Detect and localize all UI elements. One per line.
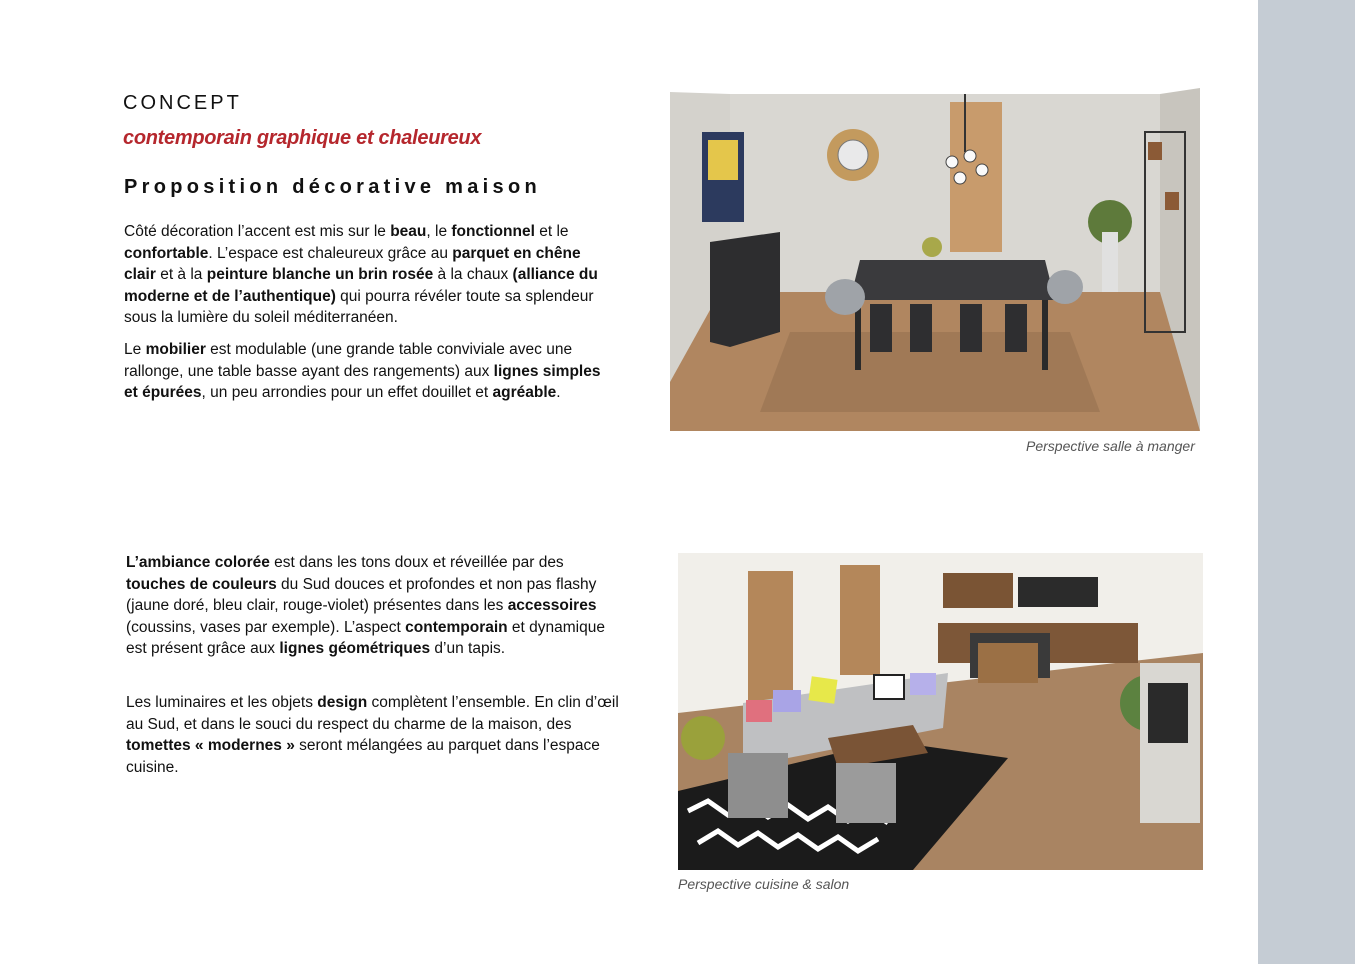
emphasis-text: contemporain <box>405 618 508 636</box>
body-text: seront mélangées au parquet dans l’espace cuisine. <box>126 737 600 776</box>
concept-subtitle: contemporain graphique et chaleureux <box>123 127 482 149</box>
emphasis-text: (alliance du moderne et de l’authentique) <box>124 266 598 305</box>
body-text: à la chaux <box>433 266 513 284</box>
dining-caption: Perspective salle à manger <box>1026 438 1195 454</box>
body-text: , un peu arrondies pour un effet douillet et <box>201 384 493 402</box>
kitchen-living-perspective-image <box>678 553 1203 870</box>
body-text: Les luminaires et les objets <box>126 694 318 711</box>
paragraph-decoration <box>124 221 614 329</box>
body-text: , le <box>426 223 452 240</box>
emphasis-text: lignes simples et épurées <box>124 362 601 402</box>
body-text: et à la <box>155 266 207 284</box>
emphasis-text: L’ambiance colorée <box>126 554 270 571</box>
body-text: d’un tapis. <box>430 640 506 658</box>
emphasis-text: lignes géométriques <box>279 640 431 658</box>
right-sidebar-band <box>1258 0 1355 964</box>
emphasis-text: beau <box>390 223 427 240</box>
emphasis-text: peinture blanche un brin rosée <box>206 266 434 284</box>
body-text: et le <box>534 223 569 240</box>
body-text: est modulable (une grande table conviviale avec une rallonge, une table basse ayant des rangements) aux <box>124 341 573 380</box>
body-text: . L’espace est chaleureux grâce au <box>208 244 453 262</box>
emphasis-text: design <box>317 694 368 711</box>
body-text: (coussins, vases par exemple). L’aspect <box>126 618 406 636</box>
body-text: du Sud douces et profondes et non pas flashy (jaune doré, bleu clair, rouge-violet) présentes dans les <box>126 575 597 615</box>
emphasis-text: fonctionnel <box>451 223 535 240</box>
emphasis-text: agréable <box>492 384 557 402</box>
paragraph-luminaires <box>126 692 626 778</box>
body-text: . <box>556 384 561 402</box>
emphasis-text: accessoires <box>507 597 597 615</box>
kitchen-caption: Perspective cuisine & salon <box>678 876 850 892</box>
body-text: et dynamique est présent grâce aux <box>126 618 605 658</box>
proposition-heading: Proposition décorative maison <box>124 176 541 198</box>
body-text: complètent l’ensemble. En clin d’œil au Sud, et dans le souci du respect du charme de la maison, des <box>126 694 619 733</box>
dining-room-perspective-image <box>670 82 1200 431</box>
body-text: Côté décoration l’accent est mis sur le <box>124 223 391 240</box>
emphasis-text: confortable <box>124 244 209 262</box>
paragraph-ambiance <box>126 552 626 660</box>
body-text: est dans les tons doux et réveillée par des <box>269 554 564 571</box>
emphasis-text: touches de couleurs <box>126 575 277 593</box>
emphasis-text: mobilier <box>145 341 206 358</box>
body-text: Le <box>124 341 146 358</box>
emphasis-text: tomettes « modernes » <box>126 737 295 755</box>
section-title: CONCEPT <box>123 92 242 114</box>
emphasis-text: parquet en chêne clair <box>124 244 581 284</box>
paragraph-mobilier <box>124 339 614 404</box>
body-text: qui pourra révéler toute sa splendeur sous la lumière du soleil méditerranéen. <box>124 287 594 327</box>
